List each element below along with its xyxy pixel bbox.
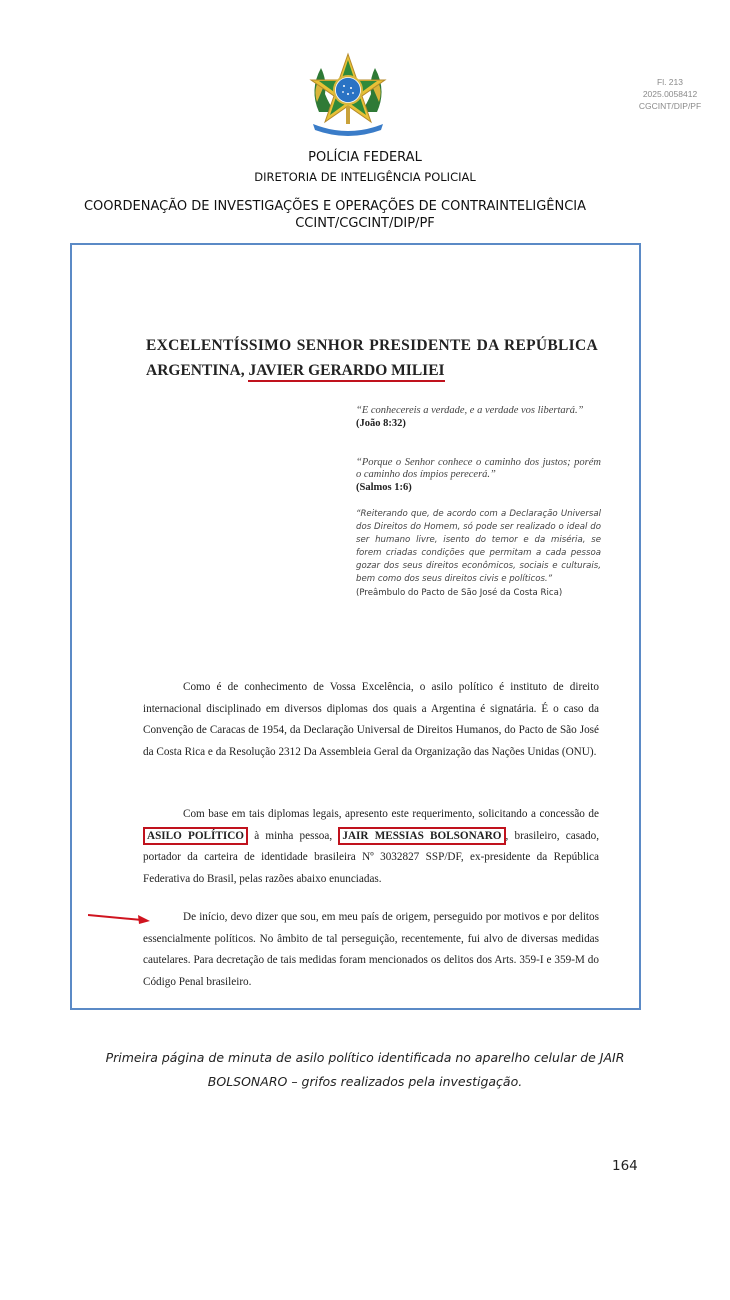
title-prefix: ARGENTINA,	[146, 362, 249, 379]
document-title-line1: EXCELENTÍSSIMO SENHOR PRESIDENTE DA REPÚBLICA	[146, 337, 598, 354]
caption-line1: Primeira página de minuta de asilo político identificada no aparelho celular de JAIR	[105, 1050, 625, 1065]
epigraph-source: (Preâmbulo do Pacto de São José da Costa Rica)	[356, 588, 563, 598]
paragraph-2	[143, 804, 599, 890]
epigraph-2	[356, 457, 601, 494]
epigraph-source: (João 8:32)	[356, 418, 406, 429]
caption-line2: BOLSONARO – grifos realizados pela investigação.	[207, 1074, 523, 1089]
page-number: 164	[612, 1158, 638, 1174]
folio-reference	[620, 76, 720, 112]
header-coordination: COORDENAÇÃO DE INVESTIGAÇÕES E OPERAÇÕES DE CONTRAINTELIGÊNCIA	[83, 199, 587, 214]
paragraph-1	[143, 677, 599, 763]
red-arrow-icon	[88, 911, 150, 925]
folio-number: Fl. 213	[657, 77, 683, 87]
paragraph-3	[143, 907, 599, 993]
figure-caption	[40, 1046, 690, 1094]
brazil-coat-of-arms-icon	[305, 50, 391, 140]
paragraph-2-text: à minha pessoa,	[247, 829, 339, 842]
title-highlighted-name: JAVIER GERARDO MILIEI	[248, 362, 444, 382]
highlight-asilo-politico: ASILO POLÍTICO	[143, 827, 248, 845]
unit-code: CGCINT/DIP/PF	[638, 101, 702, 111]
document-title-line2	[146, 358, 445, 383]
paragraph-2-text: , brasileiro, casado, portador da carteira de identidade brasileira Nº 3032827 SSP/DF, ex-presidente da República Federativa do Brasil, pelas razões abaixo enunciadas.	[143, 829, 600, 885]
paragraph-1-text: Como é de conhecimento de Vossa Excelência, o asilo político é instituto de direito internacional disciplinado em diversos diplomas dos quais a Argentina é signatária. É o caso da Convenção de Caracas de 1954, da Declaração Universal de Direitos Humanos, do Pacto de São José da Costa Rica e da Resolução 2312 Da Assembleia Geral da Organização das Nações Unidas (ONU).	[143, 681, 599, 758]
process-number: 2025.0058412	[642, 89, 698, 99]
epigraph-text: “Porque o Senhor conhece o caminho dos justos; porém o caminho dos ímpios perecerá.”	[356, 457, 601, 480]
header-directorate: DIRETORIA DE INTELIGÊNCIA POLICIAL	[254, 170, 476, 184]
epigraph-text: “Reiterando que, de acordo com a Declaração Universal dos Direitos do Homem, só pode ser realizado o ideal do ser humano livre, isento do temor e da miséria, se forem criadas condições que permitam a cada pessoa gozar dos seus direitos econômicos, sociais e culturais, bem como dos seus direitos civis e políticos.”	[356, 509, 601, 584]
paragraph-3-text: De início, devo dizer que sou, em meu país de origem, perseguido por motivos e por delitos essencialmente políticos. No âmbito de tal perseguição, recentemente, fui alvo de diversas medidas cautelares. Para decretação de tais medidas foram mencionados os delitos dos Arts. 359-I e 359-M do Código Penal brasileiro.	[143, 911, 599, 988]
paragraph-2-text: Com base em tais diplomas legais, apresento este requerimento, solicitando a concessão de	[183, 808, 599, 820]
epigraph-text: “E conhecereis a verdade, e a verdade vos libertará.”	[356, 405, 584, 416]
epigraph-1	[356, 405, 601, 430]
epigraph-source: (Salmos 1:6)	[356, 482, 412, 493]
header-agency: POLÍCIA FEDERAL	[308, 150, 422, 165]
highlight-name: JAIR MESSIAS BOLSONARO	[338, 827, 505, 845]
epigraph-3	[356, 508, 601, 599]
header-unit-code: CCINT/CGCINT/DIP/PF	[295, 216, 435, 231]
